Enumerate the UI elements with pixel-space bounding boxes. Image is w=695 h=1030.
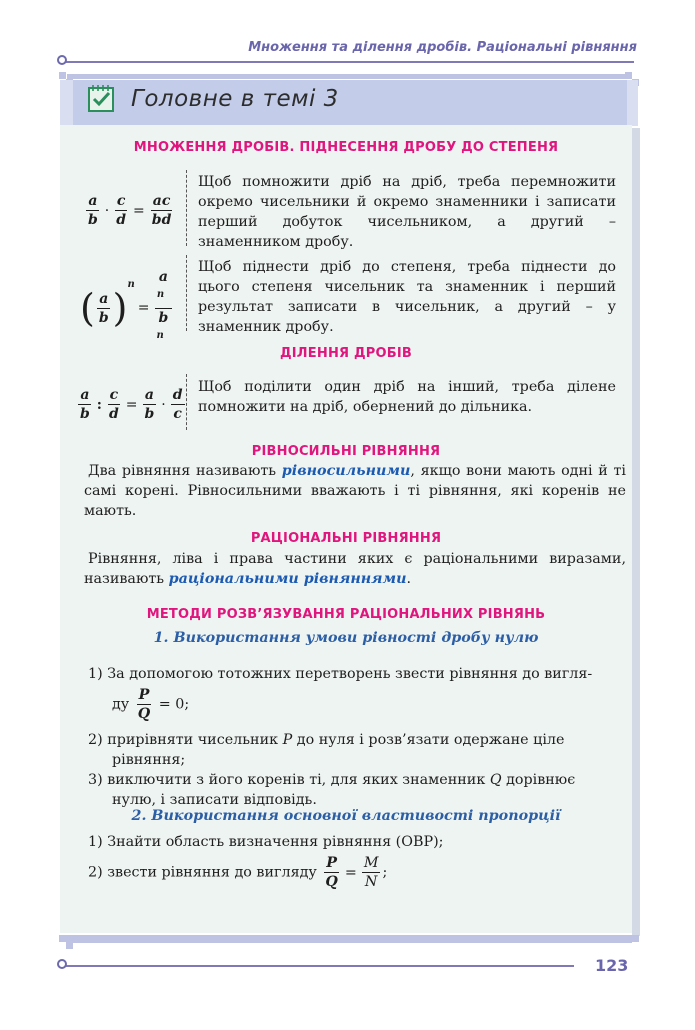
frame-corner [632,935,639,942]
formula-fraction-division: $\frac{a}{b}$ : $\frac{c}{d}$ = $\frac{a}{b}$ · $\frac{d}{c}$ [80,387,183,422]
text-equivalent-equations: Два рівняння називають рівносильними, якщо вони мають одні й ті самі корені. Рівносильними вважають і ті рівняння, які коренів не мають. [84,463,626,519]
header-rule [64,61,634,63]
text-rational-equations: Рівняння, ліва і права частини яких є раціональними виразами, називають раціональними рівняннями. [84,551,626,587]
header-rule-dot [57,55,67,65]
frame-top [59,72,639,80]
section-heading-multiplication: МНОЖЕННЯ ДРОБІВ. ПІДНЕСЕННЯ ДРОБУ ДО СТЕПЕНЯ [133,140,559,155]
method-2-title: 2. Використання основної властивості пропорції [131,808,561,824]
page-number: 123 [595,956,629,975]
formula-fraction-power: ( $\frac{a}{b}$ )$^n$= a $^n$ b $^n$ [80,268,174,348]
list-item: ду $\frac{P}{Q}$ = 0; [112,687,190,722]
divider-dashed [186,170,187,246]
method-1-list [88,664,628,808]
list-item: 1) Знайти область визначення рівняння (ОВР); [88,834,444,850]
frame-bottom [66,935,632,943]
topic-title: Головне в темі 3 [131,86,339,112]
frame-corner [59,72,66,79]
method-1-title: 1. Використання умови рівності дробу нулю [153,630,539,646]
formula-fraction-multiplication: $\frac{a}{b}$ · $\frac{c}{d}$ = $\frac{ac}{bd}$ [88,193,172,228]
list-item: 1) За допомогою тотожних перетворень звести рівняння до вигля- [88,666,593,682]
footer-rule-dot [57,959,67,969]
frame-side-left [60,80,74,126]
notebook-check-icon [87,83,115,113]
rule-fraction-power: Щоб піднести дріб до степеня, треба піднести до цього степеня чисельник та знаменник і перший результат записати в чисельник, а другий – у знаменник дробу. [198,259,616,335]
divider-dashed [186,255,187,331]
section-heading-division: ДІЛЕННЯ ДРОБІВ [279,346,412,361]
term-rational: раціональними рівняннями [168,571,407,587]
section-heading-rational: РАЦІОНАЛЬНІ РІВНЯННЯ [250,531,442,546]
frame-corner [66,942,73,949]
frame-corner [625,72,632,79]
rule-fraction-division: Щоб поділити один дріб на інший, треба ділене помножити на дріб, обернений до дільника. [198,379,616,415]
running-title: Множення та ділення дробів. Раціональні рівняння [248,40,637,55]
divider-dashed [186,374,187,430]
footer-rule [64,965,574,967]
list-item: 3) виключити з його коренів ті, для яких знаменник Q дорівнює нулю, і записати відповідь. [88,772,576,808]
frame-side-right [626,80,638,126]
term-equivalent: рівносильними [281,463,411,479]
rule-fraction-multiplication: Щоб помножити дріб на дріб, треба перемножити окремо чисельники й окремо знаменники і записати перший добуток чисельником, а другий – знаменником дробу. [198,174,616,250]
section-heading-methods: МЕТОДИ РОЗВ’ЯЗУВАННЯ РАЦІОНАЛЬНИХ РІВНЯНЬ [146,607,546,622]
list-item: 2) звести рівняння до вигляду $\frac{P}{Q}$ = $\frac{M}{N}$ ; [88,855,388,890]
panel-shadow [632,128,640,936]
frame-corner [59,935,66,942]
list-item: 2) прирівняти чисельник P до нуля і розв’язати одержане ціле рівняння; [88,732,565,768]
section-heading-equivalent: РІВНОСИЛЬНІ РІВНЯННЯ [251,444,441,459]
